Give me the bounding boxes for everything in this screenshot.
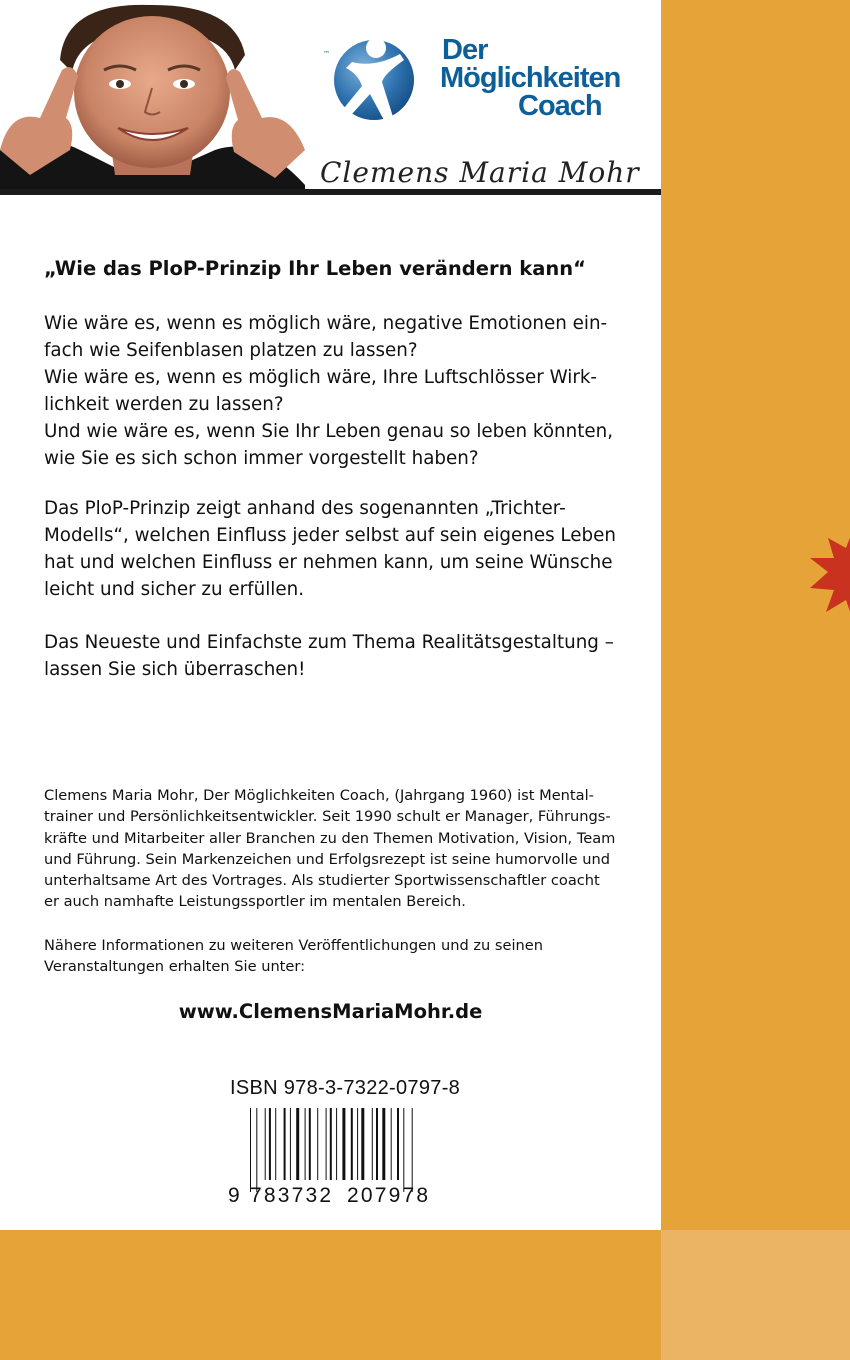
barcode-bar: [250, 1108, 251, 1192]
text-line: Und wie wäre es, wenn Sie Ihr Leben genau so leben könnten,: [44, 421, 614, 442]
text-line: fach wie Seifenblasen platzen zu lassen?: [44, 340, 418, 361]
blurb-paragraph-3: [44, 629, 619, 683]
header-divider: [0, 189, 661, 195]
logo-line-2: Möglichkeiten: [440, 62, 621, 94]
cover-header: [0, 0, 661, 196]
text-line: lassen Sie sich überraschen!: [44, 659, 306, 680]
blurb-paragraph-1: [44, 310, 619, 472]
barcode-bar: [305, 1108, 306, 1180]
barcode-bar: [361, 1108, 364, 1180]
barcode-bar: [342, 1108, 345, 1180]
text-line: wie Sie es sich schon immer vorgestellt haben?: [44, 448, 479, 469]
bottom-corner-band: [661, 1230, 850, 1360]
barcode-bar: [382, 1108, 385, 1180]
barcode-bar: [336, 1108, 337, 1180]
barcode-bar: [351, 1108, 353, 1180]
barcode-bar: [397, 1108, 399, 1180]
barcode-bar: [330, 1108, 332, 1180]
barcode-right-digits: 207978: [347, 1184, 431, 1206]
text-line: kräfte und Mitarbeiter aller Branchen zu den Themen Motivation, Vision, Team: [44, 829, 616, 847]
barcode-bar: [403, 1108, 404, 1192]
barcode-bar: [412, 1108, 413, 1192]
text-line: Wie wäre es, wenn es möglich wäre, negative Emotionen ein-: [44, 313, 608, 334]
barcode-first-digit: 9: [228, 1184, 240, 1206]
text-line: hat und welchen Einfluss er nehmen kann, um seine Wünsche: [44, 552, 613, 573]
logo-line-3: Coach: [518, 90, 602, 122]
author-signature: Clemens Maria Mohr: [320, 156, 640, 189]
barcode: [226, 1108, 458, 1206]
barcode-bar: [290, 1108, 291, 1180]
barcode-bar: [284, 1108, 286, 1180]
text-line: er auch namhafte Leistungssportler im mentalen Bereich.: [44, 893, 466, 911]
barcode-bar: [357, 1108, 358, 1180]
text-line: Wie wäre es, wenn es möglich wäre, Ihre Luftschlösser Wirk-: [44, 367, 598, 388]
author-photo: [0, 0, 305, 193]
text-line: und Führung. Sein Markenzeichen und Erfolgsrezept ist seine humorvolle und: [44, 850, 610, 868]
trademark-symbol: ™: [323, 50, 330, 58]
text-line: leicht und sicher zu erfüllen.: [44, 579, 305, 600]
isbn-number: ISBN 978-3-7322-0797-8: [230, 1077, 461, 1099]
author-bio: [44, 785, 644, 913]
brand-logo-text: [440, 36, 640, 120]
more-info-text: [44, 935, 644, 978]
barcode-bar: [376, 1108, 378, 1180]
text-line: Das PloP-Prinzip zeigt anhand des sogenannten „Trichter-: [44, 498, 566, 519]
running-figure-logo-icon: [322, 28, 434, 140]
text-line: Clemens Maria Mohr, Der Möglichkeiten Coach, (Jahrgang 1960) ist Mental-: [44, 787, 594, 804]
barcode-bar: [309, 1108, 311, 1180]
barcode-bar: [275, 1108, 276, 1180]
book-headline: „Wie das PloP-Prinzip Ihr Leben verändern kann“: [44, 257, 586, 280]
text-line: Nähere Informationen zu weiteren Veröffentlichungen und zu seinen: [44, 937, 544, 954]
barcode-bar: [326, 1108, 327, 1180]
text-line: Das Neueste und Einfachste zum Thema Realitätsgestaltung –: [44, 632, 614, 653]
barcode-bar: [372, 1108, 373, 1180]
barcode-bar: [256, 1108, 257, 1192]
text-line: Veranstaltungen erhalten Sie unter:: [44, 958, 306, 976]
bottom-band: [0, 1230, 661, 1360]
barcode-bar: [296, 1108, 299, 1180]
text-line: trainer und Persönlichkeitsentwickler. Seit 1990 schult er Manager, Führungs-: [44, 808, 611, 826]
blurb-paragraph-2: [44, 495, 619, 603]
starburst-badge-icon: [808, 530, 850, 620]
barcode-bar: [391, 1108, 392, 1180]
barcode-left-digits: 783732: [250, 1184, 334, 1206]
text-line: lichkeit werden zu lassen?: [44, 394, 284, 415]
barcode-bar: [265, 1108, 266, 1180]
logo-line-1: Der: [442, 34, 488, 66]
text-line: unterhaltsame Art des Vortrages. Als studierter Sportwissenschaftler coacht: [44, 872, 600, 890]
website-link[interactable]: www.ClemensMariaMohr.de: [178, 1000, 483, 1023]
barcode-bar: [317, 1108, 318, 1180]
text-line: Modells“, welchen Einfluss jeder selbst auf sein eigenes Leben: [44, 525, 616, 546]
barcode-bar: [269, 1108, 271, 1180]
